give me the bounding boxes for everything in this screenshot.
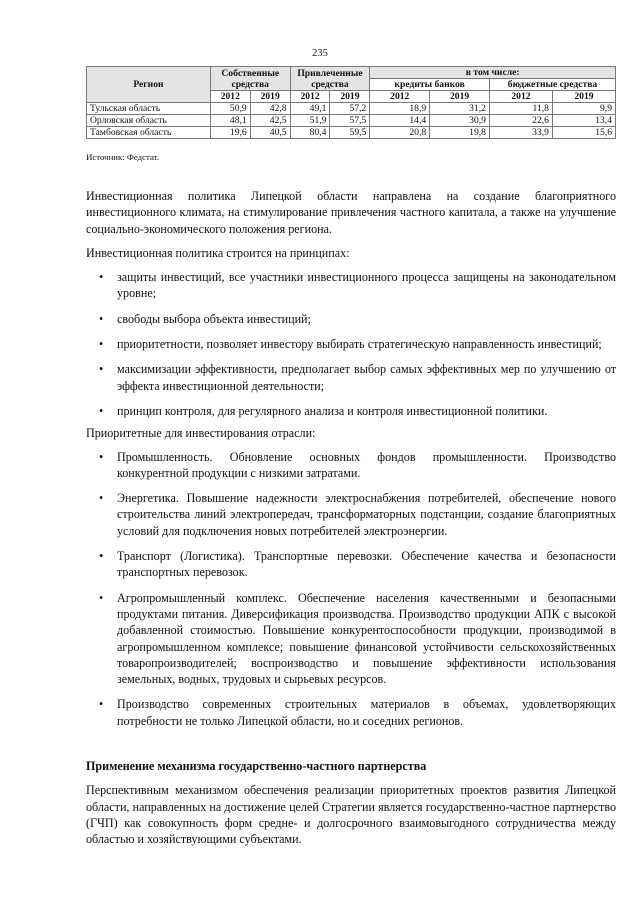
bullet-icon: •: [99, 449, 104, 464]
header-attracted-funds: Привлеченные средства: [290, 67, 370, 91]
bullet-icon: •: [99, 491, 104, 506]
cell-value: 48,1: [210, 115, 250, 127]
paragraph-ppp: Перспективным механизмом обеспечения реализации приоритетных проектов развития Липецкой области, направленных на достижение целей Стратегии является государственно-частное партнерство (ГЧП) как совокупность форм средне- и долгосрочного взаимовыгодного сотрудничества между областью и хозяйствующими субъектами.: [86, 783, 616, 847]
cell-value: 59,5: [330, 127, 370, 139]
header-year: 2012: [489, 91, 552, 103]
page-number: 235: [312, 48, 328, 59]
list-item: • свободы выбора объекта инвестиций;: [99, 311, 311, 326]
table-row: [87, 127, 616, 139]
list-item: • защиты инвестиций, все участники инвестиционного процесса защищены на законодательном уровне;: [99, 270, 616, 301]
table-source-note: Источник: Федстат.: [86, 152, 160, 162]
principles-list: [86, 269, 616, 419]
cell-value: 49,1: [290, 103, 330, 115]
table-row: [87, 115, 616, 127]
body-text-upper: [86, 188, 616, 729]
bullet-icon: •: [99, 549, 104, 564]
header-year: 2012: [370, 91, 430, 103]
cell-value: 40,5: [250, 127, 290, 139]
header-year: 2019: [430, 91, 490, 103]
table-row: [87, 103, 616, 115]
header-year: 2012: [290, 91, 330, 103]
cell-value: 9,9: [552, 103, 615, 115]
list-item: • приоритетности, позволяет инвестору выбирать стратегическую направленность инвестиций;: [99, 337, 602, 352]
cell-value: 57,2: [330, 103, 370, 115]
list-item: • максимизации эффективности, предполагает выбор самых эффективных мер по улучшению от эффекта инвестиционной деятельности;: [99, 362, 616, 393]
list-item: • Энергетика. Повышение надежности электроснабжения потребителей, обеспечение нового строительства линий электропередач, трансформаторных подстанции, создание благоприятных условий для подключения новых потребителей электроэнергии.: [99, 491, 616, 538]
header-year: 2019: [330, 91, 370, 103]
header-year: 2019: [250, 91, 290, 103]
list-item: • Агропромышленный комплекс. Обеспечение населения качественными и безопасными продуктами питания. Диверсификация производства. Производство продукции АПК с высокой добавленной стоимостью. Повышение конкурентоспособности продукции, производимой в агропромышленном комплексе; повышение финансовой устойчивости сельскохозяйственных товаропроизводителей; воспроизводство и повышение эффективности использования земельных, водных, трудовых и сырьевых ресурсов.: [99, 590, 616, 687]
list-item: • принцип контроля, для регулярного анализа и контроля инвестиционной политики.: [99, 403, 548, 418]
header-including: в том числе:: [370, 67, 616, 79]
bullet-icon: •: [99, 362, 104, 377]
body-text-lower: [86, 758, 616, 847]
cell-value: 33,9: [489, 127, 552, 139]
cell-value: 15,6: [552, 127, 615, 139]
investment-structure-table: [86, 66, 616, 139]
cell-value: 19,6: [210, 127, 250, 139]
cell-value: 80,4: [290, 127, 330, 139]
paragraph-principles-intro: Инвестиционная политика строится на принципах:: [86, 245, 350, 260]
cell-value: 42,5: [250, 115, 290, 127]
cell-value: 22,6: [489, 115, 552, 127]
cell-region: Орловская область: [87, 115, 211, 127]
cell-value: 42,8: [250, 103, 290, 115]
cell-value: 20,8: [370, 127, 430, 139]
bullet-icon: •: [99, 270, 104, 285]
bullet-icon: •: [99, 311, 104, 326]
list-item: • Промышленность. Обновление основных фондов промышленности. Производство конкурентной продукции с низкими затратами.: [99, 449, 616, 480]
bullet-icon: •: [99, 697, 104, 712]
section-heading: Применение механизма государственно-частного партнерства: [86, 759, 427, 773]
cell-value: 18,9: [370, 103, 430, 115]
bullet-icon: •: [99, 337, 104, 352]
cell-region: Тульская область: [87, 103, 211, 115]
paragraph-sectors-intro: Приоритетные для инвестирования отрасли:: [86, 426, 316, 441]
header-bank-loans: кредиты банков: [370, 79, 490, 91]
header-year: 2019: [552, 91, 615, 103]
list-item: • Производство современных строительных материалов в объемах, удовлетворяющих потребности не только Липецкой области, но и соседних регионов.: [99, 697, 616, 728]
sectors-list: [86, 449, 616, 729]
cell-region: Тамбовская область: [87, 127, 211, 139]
header-region: Регион: [87, 67, 211, 103]
cell-value: 50,9: [210, 103, 250, 115]
paragraph-investment-policy: Инвестиционная политика Липецкой области направлена на создание благоприятного инвестиционного климата, на стимулирование привлечения частного капитала, а также на улучшение социально-экономического положения региона.: [86, 189, 616, 236]
cell-value: 57,5: [330, 115, 370, 127]
header-year: 2012: [210, 91, 250, 103]
cell-value: 51,9: [290, 115, 330, 127]
cell-value: 14,4: [370, 115, 430, 127]
bullet-icon: •: [99, 403, 104, 418]
cell-value: 19,8: [430, 127, 490, 139]
header-own-funds: Собственные средства: [210, 67, 290, 91]
cell-value: 11,8: [489, 103, 552, 115]
list-item: • Транспорт (Логистика). Транспортные перевозки. Обеспечение качества и безопасности транспортных перевозок.: [99, 549, 616, 580]
cell-value: 30,9: [430, 115, 490, 127]
bullet-icon: •: [99, 590, 104, 605]
header-budget-funds: бюджетные средства: [489, 79, 615, 91]
cell-value: 31,2: [430, 103, 490, 115]
cell-value: 13,4: [552, 115, 615, 127]
